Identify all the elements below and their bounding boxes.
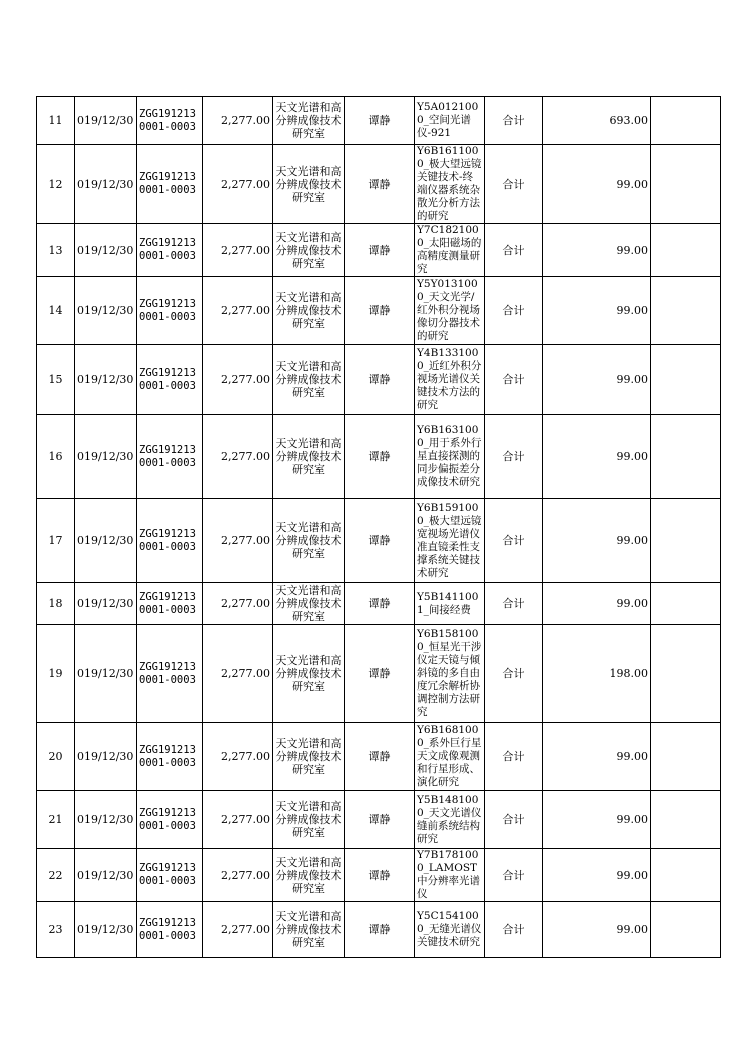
- department-cell: 天文光谱和高分辨成像技术研究室: [273, 224, 345, 277]
- blank-cell: [651, 415, 721, 499]
- type-cell: 合计: [485, 277, 543, 345]
- sum-cell: 99.00: [543, 499, 651, 583]
- type-cell: 合计: [485, 145, 543, 224]
- row-number-cell: 12: [37, 145, 75, 224]
- blank-cell: [651, 345, 721, 415]
- project-cell: Y6B1681000_系外巨行星天文成像观测和行星形成、演化研究: [415, 723, 485, 791]
- sum-cell: 99.00: [543, 224, 651, 277]
- blank-cell: [651, 902, 721, 958]
- voucher-cell: ZGG1912130001-0003: [137, 583, 203, 625]
- type-cell: 合计: [485, 224, 543, 277]
- voucher-cell: ZGG1912130001-0003: [137, 849, 203, 902]
- row-number-cell: 14: [37, 277, 75, 345]
- type-cell: 合计: [485, 723, 543, 791]
- sum-cell: 693.00: [543, 97, 651, 145]
- voucher-cell: ZGG1912130001-0003: [137, 224, 203, 277]
- row-number-cell: 22: [37, 849, 75, 902]
- date-cell: 019/12/30: [75, 723, 137, 791]
- person-cell: 谭静: [345, 145, 415, 224]
- person-cell: 谭静: [345, 277, 415, 345]
- voucher-cell: ZGG1912130001-0003: [137, 277, 203, 345]
- amount-cell: 2,277.00: [203, 625, 273, 723]
- date-cell: 019/12/30: [75, 145, 137, 224]
- project-cell: Y6B1611000_极大望远镜关键技术-终端仪器系统杂散光分析方法的研究: [415, 145, 485, 224]
- table-row: [37, 345, 721, 415]
- project-cell: Y6B1631000_用于系外行星直接探测的同步偏振差分成像技术研究: [415, 415, 485, 499]
- person-cell: 谭静: [345, 499, 415, 583]
- type-cell: 合计: [485, 499, 543, 583]
- blank-cell: [651, 499, 721, 583]
- project-cell: Y5C1541000_无缝光谱仪关键技术研究: [415, 902, 485, 958]
- person-cell: 谭静: [345, 583, 415, 625]
- person-cell: 谭静: [345, 849, 415, 902]
- amount-cell: 2,277.00: [203, 345, 273, 415]
- type-cell: 合计: [485, 849, 543, 902]
- voucher-cell: ZGG1912130001-0003: [137, 145, 203, 224]
- row-number-cell: 11: [37, 97, 75, 145]
- person-cell: 谭静: [345, 902, 415, 958]
- sum-cell: 99.00: [543, 791, 651, 849]
- row-number-cell: 23: [37, 902, 75, 958]
- row-number-cell: 20: [37, 723, 75, 791]
- voucher-cell: ZGG1912130001-0003: [137, 625, 203, 723]
- department-cell: 天文光谱和高分辨成像技术研究室: [273, 625, 345, 723]
- voucher-cell: ZGG1912130001-0003: [137, 791, 203, 849]
- table-row: [37, 97, 721, 145]
- person-cell: 谭静: [345, 224, 415, 277]
- amount-cell: 2,277.00: [203, 902, 273, 958]
- department-cell: 天文光谱和高分辨成像技术研究室: [273, 277, 345, 345]
- date-cell: 019/12/30: [75, 277, 137, 345]
- sum-cell: 198.00: [543, 625, 651, 723]
- date-cell: 019/12/30: [75, 499, 137, 583]
- sum-cell: 99.00: [543, 583, 651, 625]
- amount-cell: 2,277.00: [203, 723, 273, 791]
- type-cell: 合计: [485, 625, 543, 723]
- department-cell: 天文光谱和高分辨成像技术研究室: [273, 583, 345, 625]
- person-cell: 谭静: [345, 415, 415, 499]
- sum-cell: 99.00: [543, 723, 651, 791]
- project-cell: Y6B1581000_恒星光干涉仪定天镜与倾斜镜的多自由度冗余解析协调控制方法研究: [415, 625, 485, 723]
- amount-cell: 2,277.00: [203, 583, 273, 625]
- expense-table: [36, 96, 721, 958]
- amount-cell: 2,277.00: [203, 415, 273, 499]
- voucher-cell: ZGG1912130001-0003: [137, 97, 203, 145]
- amount-cell: 2,277.00: [203, 499, 273, 583]
- voucher-cell: ZGG1912130001-0003: [137, 415, 203, 499]
- department-cell: 天文光谱和高分辨成像技术研究室: [273, 902, 345, 958]
- blank-cell: [651, 791, 721, 849]
- type-cell: 合计: [485, 583, 543, 625]
- sum-cell: 99.00: [543, 145, 651, 224]
- blank-cell: [651, 277, 721, 345]
- department-cell: 天文光谱和高分辨成像技术研究室: [273, 791, 345, 849]
- type-cell: 合计: [485, 97, 543, 145]
- date-cell: 019/12/30: [75, 583, 137, 625]
- project-cell: Y5B1481000_天文光谱仪缝前系统结构研究: [415, 791, 485, 849]
- table-row: [37, 791, 721, 849]
- date-cell: 019/12/30: [75, 97, 137, 145]
- department-cell: 天文光谱和高分辨成像技术研究室: [273, 499, 345, 583]
- blank-cell: [651, 583, 721, 625]
- row-number-cell: 15: [37, 345, 75, 415]
- table-row: [37, 224, 721, 277]
- table-row: [37, 415, 721, 499]
- sum-cell: 99.00: [543, 902, 651, 958]
- row-number-cell: 18: [37, 583, 75, 625]
- table-row: [37, 849, 721, 902]
- project-cell: Y4B1331000_近红外积分视场光谱仪关键技术方法的研究: [415, 345, 485, 415]
- table-row: [37, 499, 721, 583]
- blank-cell: [651, 145, 721, 224]
- person-cell: 谭静: [345, 625, 415, 723]
- project-cell: Y7C1821000_太阳磁场的高精度测量研究: [415, 224, 485, 277]
- amount-cell: 2,277.00: [203, 97, 273, 145]
- date-cell: 019/12/30: [75, 902, 137, 958]
- date-cell: 019/12/30: [75, 345, 137, 415]
- blank-cell: [651, 849, 721, 902]
- sum-cell: 99.00: [543, 415, 651, 499]
- amount-cell: 2,277.00: [203, 224, 273, 277]
- sum-cell: 99.00: [543, 277, 651, 345]
- sum-cell: 99.00: [543, 345, 651, 415]
- person-cell: 谭静: [345, 791, 415, 849]
- amount-cell: 2,277.00: [203, 277, 273, 345]
- date-cell: 019/12/30: [75, 224, 137, 277]
- project-cell: Y5A0121000_空间光谱仪-921: [415, 97, 485, 145]
- department-cell: 天文光谱和高分辨成像技术研究室: [273, 345, 345, 415]
- sum-cell: 99.00: [543, 849, 651, 902]
- voucher-cell: ZGG1912130001-0003: [137, 499, 203, 583]
- amount-cell: 2,277.00: [203, 849, 273, 902]
- voucher-cell: ZGG1912130001-0003: [137, 345, 203, 415]
- date-cell: 019/12/30: [75, 849, 137, 902]
- blank-cell: [651, 723, 721, 791]
- date-cell: 019/12/30: [75, 791, 137, 849]
- table-row: [37, 583, 721, 625]
- table-row: [37, 723, 721, 791]
- table-row: [37, 145, 721, 224]
- type-cell: 合计: [485, 791, 543, 849]
- type-cell: 合计: [485, 345, 543, 415]
- project-cell: Y6B1591000_极大望远镜宽视场光谱仪准直镜柔性支撑系统关键技术研究: [415, 499, 485, 583]
- department-cell: 天文光谱和高分辨成像技术研究室: [273, 97, 345, 145]
- row-number-cell: 16: [37, 415, 75, 499]
- person-cell: 谭静: [345, 97, 415, 145]
- blank-cell: [651, 224, 721, 277]
- person-cell: 谭静: [345, 723, 415, 791]
- person-cell: 谭静: [345, 345, 415, 415]
- amount-cell: 2,277.00: [203, 145, 273, 224]
- project-cell: Y5B1411001_间接经费: [415, 583, 485, 625]
- amount-cell: 2,277.00: [203, 791, 273, 849]
- date-cell: 019/12/30: [75, 625, 137, 723]
- row-number-cell: 21: [37, 791, 75, 849]
- table-body: [37, 97, 721, 958]
- table-row: [37, 277, 721, 345]
- voucher-cell: ZGG1912130001-0003: [137, 902, 203, 958]
- department-cell: 天文光谱和高分辨成像技术研究室: [273, 415, 345, 499]
- blank-cell: [651, 97, 721, 145]
- type-cell: 合计: [485, 415, 543, 499]
- project-cell: Y5Y0131000_天文光学/红外积分视场像切分器技术的研究: [415, 277, 485, 345]
- department-cell: 天文光谱和高分辨成像技术研究室: [273, 145, 345, 224]
- department-cell: 天文光谱和高分辨成像技术研究室: [273, 849, 345, 902]
- type-cell: 合计: [485, 902, 543, 958]
- date-cell: 019/12/30: [75, 415, 137, 499]
- table-row: [37, 902, 721, 958]
- row-number-cell: 19: [37, 625, 75, 723]
- voucher-cell: ZGG1912130001-0003: [137, 723, 203, 791]
- project-cell: Y7B1781000_LAMOST中分辨率光谱仪: [415, 849, 485, 902]
- table-row: [37, 625, 721, 723]
- row-number-cell: 13: [37, 224, 75, 277]
- blank-cell: [651, 625, 721, 723]
- row-number-cell: 17: [37, 499, 75, 583]
- department-cell: 天文光谱和高分辨成像技术研究室: [273, 723, 345, 791]
